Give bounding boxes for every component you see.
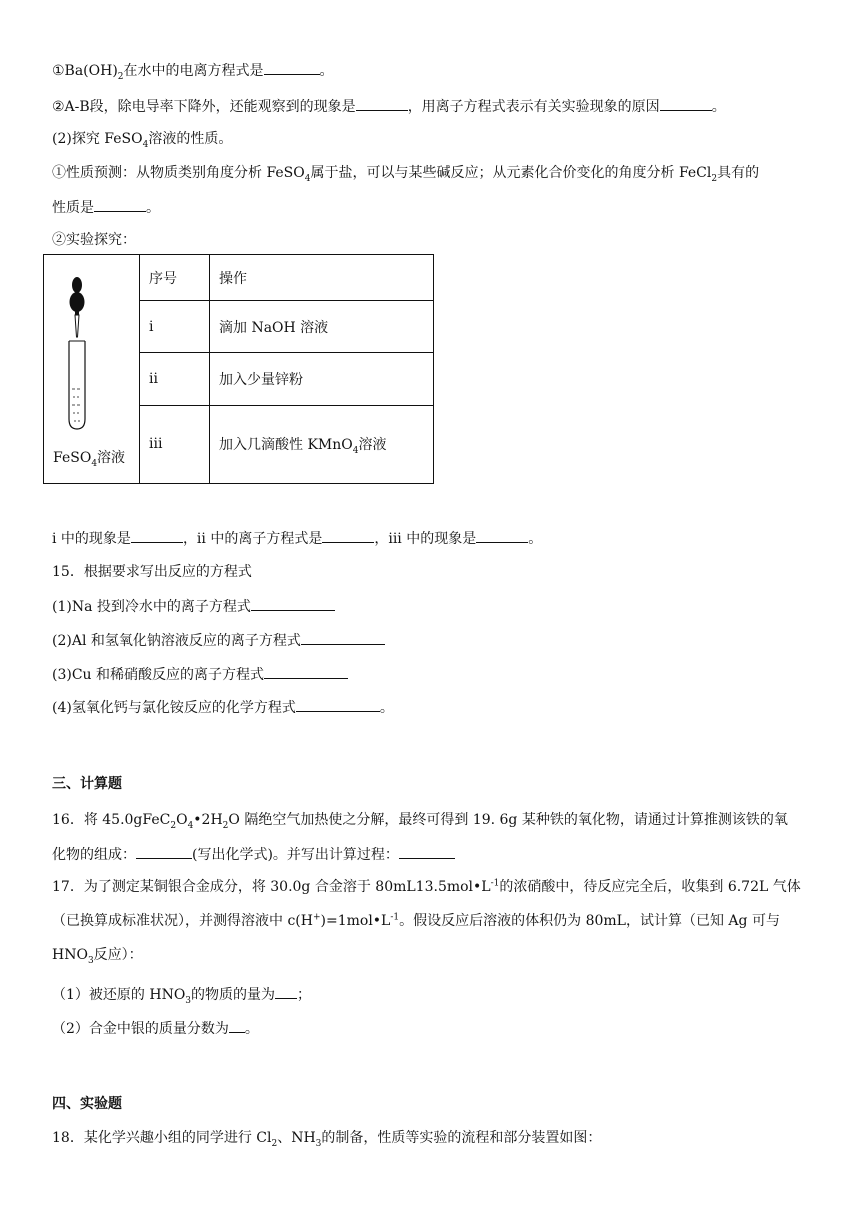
answer-blank[interactable] (251, 596, 335, 611)
answer-blank[interactable] (136, 844, 192, 859)
row-op: 加入几滴酸性 KMnO$_4$溶液 (210, 405, 434, 483)
q14-part2-heading: (2)探究 FeSO$_4$溶液的性质。 (52, 131, 233, 150)
experiment-table (43, 254, 434, 484)
answer-blank[interactable] (322, 528, 374, 543)
row-no: ii (140, 353, 210, 405)
q17-sub2: （2）合金中银的质量分数为 。 (52, 1018, 259, 1039)
answer-blank[interactable] (229, 1018, 245, 1033)
q15-item3: (3)Cu 和稀硝酸反应的离子方程式 (52, 664, 348, 685)
answer-blank[interactable] (275, 984, 297, 999)
answer-blank[interactable] (660, 96, 712, 111)
row-no: i (140, 301, 210, 353)
q14-sub1-line: $①Ba(OH)_2$在水中的电离方程式是 。 (52, 60, 334, 81)
answer-blank[interactable] (296, 697, 380, 712)
figure-caption: FeSO$_4$溶液 (53, 450, 126, 469)
q14-sub2-line: ②A-B段，除电导率下降外，还能观察到的现象是 ，用离子方程式表示有关实验现象的原因 。 (52, 96, 726, 117)
q17-sub1: （1）被还原的 $HNO_3$的物质的量为 ； (52, 984, 311, 1005)
q14-prediction-line1: ①性质预测：从物质类别角度分析 FeSO$_4$属于盐，可以与某些碱反应；从元素化合价变化的角度分析 FeCl$_2$具有的 (52, 165, 760, 184)
table-header-no: 序号 (140, 255, 210, 301)
table-header-op: 操作 (210, 255, 434, 301)
q17-body: 17．为了测定某铜银合金成分，将 30.0g 合金溶于 $80mL13.5mol•L^{-1}$的浓硝酸中，待反应完全后，收集到 6.72L 气体（已换算成标准状况），并测得溶液中 $c(H^+)=1mol•L^{-1}$。假设反应后溶液的体积仍为 80mL，试计算（已知 Ag 可与 $HNO_3$反应）： (52, 878, 801, 966)
section-3-heading: 三、计算题 (52, 776, 122, 792)
section-4-heading: 四、实验题 (52, 1096, 122, 1112)
test-tube-figure-cell (44, 255, 140, 484)
q15-title: 15．根据要求写出反应的方程式 (52, 564, 252, 580)
q14-prediction-line2: 性质是 。 (52, 197, 160, 218)
dropper-test-tube-icon (62, 271, 122, 431)
row-op: 加入少量锌粉 (210, 353, 434, 405)
q14-observation-line: i 中的现象是 ，ii 中的离子方程式是 ，iii 中的现象是 。 (52, 528, 542, 549)
q18-line1: 18．某化学兴趣小组的同学进行 $Cl_2$、$NH_3$的制备，性质等实验的流程和部分装置如图： (52, 1130, 602, 1149)
q15-item2: (2)Al 和氢氧化钠溶液反应的离子方程式 (52, 630, 385, 651)
q15-item1: (1)Na 投到冷水中的离子方程式 (52, 596, 335, 617)
answer-blank[interactable] (131, 528, 183, 543)
q16-line1: 16．将 $45.0gFeC_2O_4•2H_2O$ 隔绝空气加热使之分解，最终可得到 19. 6g 某种铁的氧化物，请通过计算推测该铁的氧 (52, 812, 788, 831)
q14-explore-label: ②实验探究： (52, 232, 136, 248)
answer-blank[interactable] (94, 197, 146, 212)
row-no: iii (140, 405, 210, 483)
answer-blank[interactable] (264, 664, 348, 679)
q16-line2: 化物的组成： (写出化学式)。并写出计算过程： (52, 844, 455, 865)
q15-item4: (4)氢氧化钙与氯化铵反应的化学方程式 。 (52, 697, 394, 718)
row-op: 滴加 NaOH 溶液 (210, 301, 434, 353)
answer-blank[interactable] (264, 60, 320, 75)
answer-blank[interactable] (476, 528, 528, 543)
answer-blank[interactable] (356, 96, 408, 111)
answer-blank[interactable] (301, 630, 385, 645)
answer-blank[interactable] (399, 844, 455, 859)
